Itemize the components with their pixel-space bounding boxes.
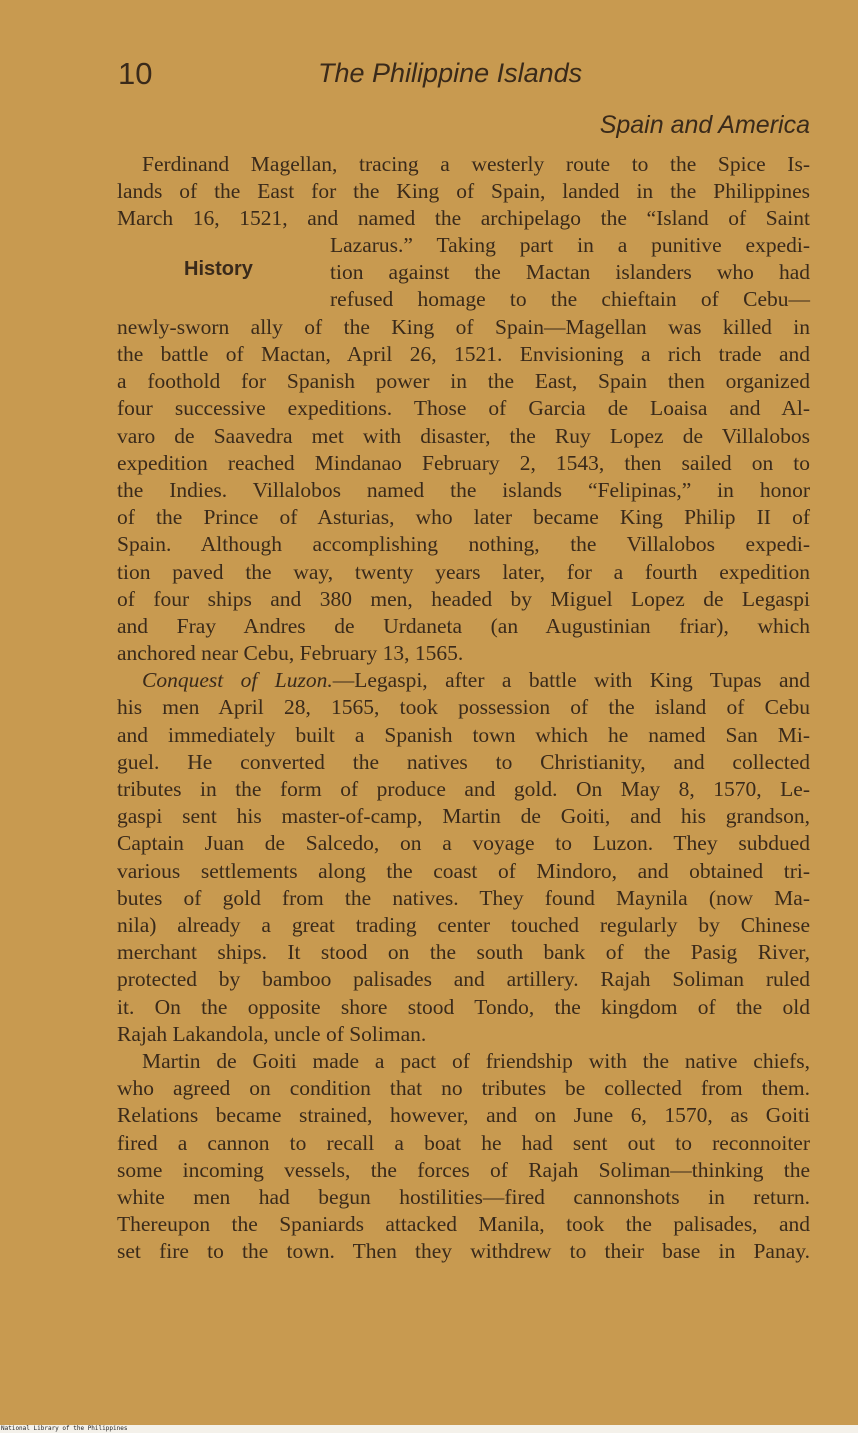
text-line: Lazarus.” Taking part in a punitive expedi-	[330, 233, 810, 257]
text-line: the battle of Mactan, April 26, 1521. Envisioning a rich trade and	[117, 342, 810, 366]
text-line: lands of the East for the King of Spain, landed in the Philippines	[117, 179, 810, 203]
text-line: four successive expeditions. Those of Garcia de Loaisa and Al-	[117, 396, 810, 420]
text-line: gaspi sent his master-of-camp, Martin de Goiti, and his grandson,	[117, 804, 810, 828]
text-line: Martin de Goiti made a pact of friendship with the native chiefs,	[142, 1049, 810, 1073]
page-number: 10	[118, 56, 153, 91]
text-line: merchant ships. It stood on the south bank of the Pasig River,	[117, 940, 810, 964]
text-line: Captain Juan de Salcedo, on a voyage to Luzon. They subdued	[117, 831, 810, 855]
text-line: a foothold for Spanish power in the East, Spain then organized	[117, 369, 810, 393]
text-line: and immediately built a Spanish town which he named San Mi-	[117, 723, 810, 747]
text-fragment: —Legaspi, after a battle with King Tupas and	[332, 668, 810, 692]
text-line: set fire to the town. Then they withdrew to their base in Panay.	[117, 1239, 810, 1263]
sidehead-history: History	[184, 258, 253, 280]
text-line: Spain. Although accomplishing nothing, the Villalobos expedi-	[117, 532, 810, 556]
text-line: and Fray Andres de Urdaneta (an Augustinian friar), which	[117, 614, 810, 638]
text-line: of the Prince of Asturias, who later became King Philip II of	[117, 505, 810, 529]
text-line: Ferdinand Magellan, tracing a westerly route to the Spice Is-	[142, 152, 810, 176]
text-line: who agreed on condition that no tributes be collected from them.	[117, 1076, 810, 1100]
text-line: Relations became strained, however, and on June 6, 1570, as Goiti	[117, 1103, 810, 1127]
text-line: protected by bamboo palisades and artillery. Rajah Soliman ruled	[117, 967, 810, 991]
text-line: butes of gold from the natives. They found Maynila (now Ma-	[117, 886, 810, 910]
text-line: tributes in the form of produce and gold. On May 8, 1570, Le-	[117, 777, 810, 801]
text-line: refused homage to the chieftain of Cebu—	[330, 287, 810, 311]
text-line: the Indies. Villalobos named the islands “Felipinas,” in honor	[117, 478, 810, 502]
text-line: varo de Saavedra met with disaster, the Ruy Lopez de Villalobos	[117, 424, 810, 448]
text-line: his men April 28, 1565, took possession of the island of Cebu	[117, 695, 810, 719]
running-title: The Philippine Islands	[318, 58, 583, 88]
text-line	[142, 667, 810, 694]
text-line: various settlements along the coast of Mindoro, and obtained tri-	[117, 859, 810, 883]
text-line: Rajah Lakandola, uncle of Soliman.	[117, 1022, 427, 1046]
text-line: tion paved the way, twenty years later, for a fourth expedition	[117, 560, 810, 584]
section-heading: Spain and America	[599, 111, 810, 139]
text-line: March 16, 1521, and named the archipelago the “Island of Saint	[117, 206, 810, 230]
text-line: guel. He converted the natives to Christianity, and collected	[117, 750, 810, 774]
text-line: newly-sworn ally of the King of Spain—Magellan was killed in	[117, 315, 810, 339]
bottom-strip	[0, 1425, 858, 1433]
text-line: white men had begun hostilities—fired cannonshots in return.	[117, 1185, 810, 1209]
text-line: some incoming vessels, the forces of Rajah Soliman—thinking the	[117, 1158, 810, 1182]
text-line: nila) already a great trading center touched regularly by Chinese	[117, 913, 810, 937]
text-line: fired a cannon to recall a boat he had sent out to reconnoiter	[117, 1131, 810, 1155]
conquest-of-luzon-heading: Conquest of Luzon.	[142, 668, 333, 692]
text-line: anchored near Cebu, February 13, 1565.	[117, 641, 464, 665]
text-line: tion against the Mactan islanders who had	[330, 260, 810, 284]
text-line: of four ships and 380 men, headed by Miguel Lopez de Legaspi	[117, 587, 810, 611]
text-line: expedition reached Mindanao February 2, 1543, then sailed on to	[117, 451, 810, 475]
text-line: it. On the opposite shore stood Tondo, the kingdom of the old	[117, 995, 810, 1019]
text-line: Thereupon the Spaniards attacked Manila, took the palisades, and	[117, 1212, 810, 1236]
footer-credit: National Library of the Philippines	[1, 1425, 128, 1432]
